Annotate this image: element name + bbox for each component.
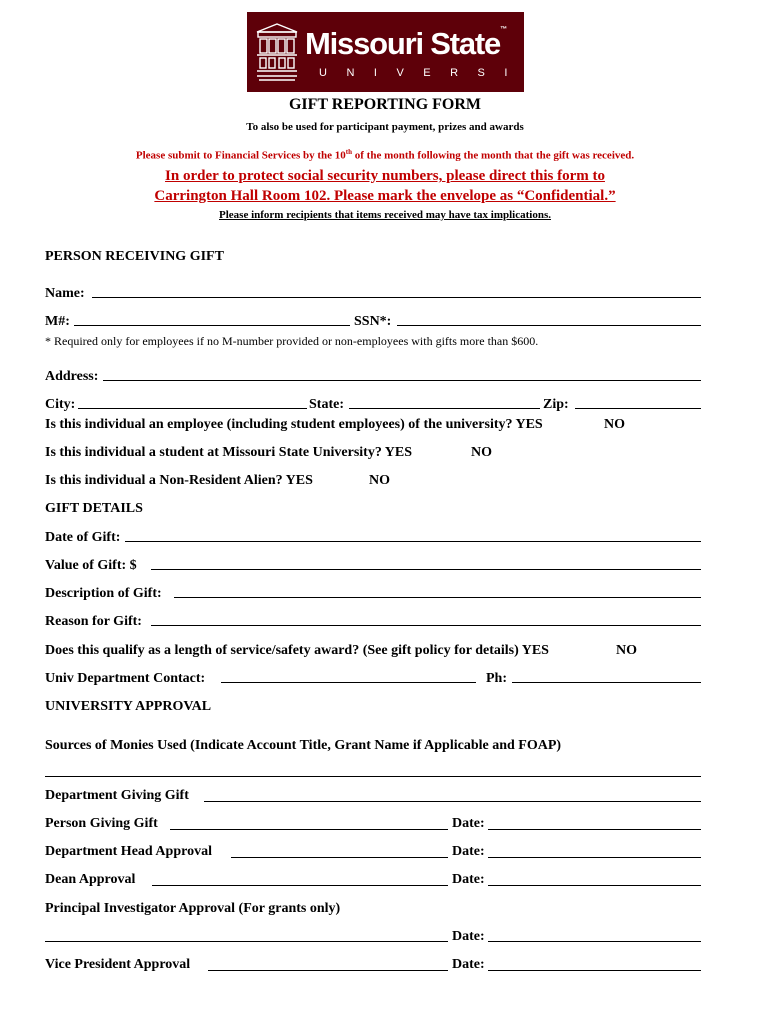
dean-label: Dean Approval xyxy=(45,872,136,887)
person-giving-field[interactable] xyxy=(170,829,448,830)
dept-giving-label: Department Giving Gift xyxy=(45,788,189,803)
zip-label: Zip: xyxy=(543,397,569,412)
gift-date-label: Date of Gift: xyxy=(45,530,121,545)
pi-field[interactable] xyxy=(45,941,448,942)
student-question: Is this individual a student at Missouri State University? YES xyxy=(45,445,413,460)
dean-field[interactable] xyxy=(152,885,448,886)
state-field[interactable] xyxy=(349,408,540,409)
gift-description-label: Description of Gift: xyxy=(45,586,162,601)
phone-field[interactable] xyxy=(512,682,701,683)
dept-head-date-field[interactable] xyxy=(488,857,701,858)
section-heading-gift: GIFT DETAILS xyxy=(45,501,143,516)
sources-field[interactable] xyxy=(45,776,701,777)
submission-notice: Please submit to Financial Services by the 10th of the month following the month that the gift was received. xyxy=(135,148,635,162)
vp-label: Vice President Approval xyxy=(45,957,191,972)
gift-date-field[interactable] xyxy=(125,541,701,542)
tax-notice: Please inform recipients that items received may have tax implications. xyxy=(219,209,551,221)
dept-head-label: Department Head Approval xyxy=(45,844,212,859)
student-no-option[interactable]: NO xyxy=(471,445,492,460)
logo-wordmark: Missouri State™ xyxy=(305,26,506,61)
city-label: City: xyxy=(45,397,76,412)
pi-date-field[interactable] xyxy=(488,941,701,942)
form-subtitle: To also be used for participant payment, prizes and awards xyxy=(246,121,524,133)
city-field[interactable] xyxy=(78,408,307,409)
nra-question: Is this individual a Non-Resident Alien? YES xyxy=(45,473,313,488)
dept-head-date-label: Date: xyxy=(452,844,485,859)
nra-no-option[interactable]: NO xyxy=(369,473,390,488)
gift-description-field[interactable] xyxy=(174,597,701,598)
dept-head-field[interactable] xyxy=(231,857,448,858)
award-no-option[interactable]: NO xyxy=(616,643,637,658)
vp-field[interactable] xyxy=(208,970,448,971)
m-number-label: M#: xyxy=(45,314,70,329)
building-icon xyxy=(255,22,299,84)
dept-contact-label: Univ Department Contact: xyxy=(45,671,206,686)
section-heading-person: PERSON RECEIVING GIFT xyxy=(45,249,224,264)
zip-field[interactable] xyxy=(575,408,701,409)
phone-label: Ph: xyxy=(486,671,507,686)
gift-value-label: Value of Gift: $ xyxy=(45,558,137,573)
gift-value-field[interactable] xyxy=(151,569,701,570)
sources-label: Sources of Monies Used (Indicate Account Title, Grant Name if Applicable and FOAP) xyxy=(45,738,562,753)
person-giving-label: Person Giving Gift xyxy=(45,816,158,831)
confidential-warning-line1: In order to protect social security numbers, please direct this form to xyxy=(165,168,605,184)
dept-giving-field[interactable] xyxy=(204,801,701,802)
dean-date-label: Date: xyxy=(452,872,485,887)
vp-date-field[interactable] xyxy=(488,970,701,971)
name-label: Name: xyxy=(45,286,85,301)
address-label: Address: xyxy=(45,369,99,384)
ssn-field[interactable] xyxy=(397,325,701,326)
address-field[interactable] xyxy=(103,380,701,381)
confidential-warning-line2: Carrington Hall Room 102. Please mark the envelope as “Confidential.” xyxy=(154,188,616,204)
m-number-field[interactable] xyxy=(74,325,350,326)
pi-label: Principal Investigator Approval (For grants only) xyxy=(45,901,341,916)
employee-question: Is this individual an employee (including student employees) of the university? YES xyxy=(45,417,543,432)
dept-contact-field[interactable] xyxy=(221,682,476,683)
person-giving-date-field[interactable] xyxy=(488,829,701,830)
university-logo xyxy=(247,12,581,92)
name-field[interactable] xyxy=(92,297,701,298)
section-heading-approval: UNIVERSITY APPROVAL xyxy=(45,699,212,714)
person-giving-date-label: Date: xyxy=(452,816,485,831)
ssn-label: SSN*: xyxy=(354,314,392,329)
vp-date-label: Date: xyxy=(452,957,485,972)
gift-reason-label: Reason for Gift: xyxy=(45,614,142,629)
gift-reason-field[interactable] xyxy=(151,625,701,626)
employee-no-option[interactable]: NO xyxy=(604,417,625,432)
form-title: GIFT REPORTING FORM xyxy=(288,96,482,113)
pi-date-label: Date: xyxy=(452,929,485,944)
dean-date-field[interactable] xyxy=(488,885,701,886)
logo-subtitle: UNIVERSITY xyxy=(319,67,581,79)
ssn-note: * Required only for employees if no M-number provided or non-employees with gifts more than $600. xyxy=(45,334,539,348)
award-question: Does this qualify as a length of service/safety award? (See gift policy for details) YES xyxy=(45,643,549,658)
state-label: State: xyxy=(309,397,344,412)
